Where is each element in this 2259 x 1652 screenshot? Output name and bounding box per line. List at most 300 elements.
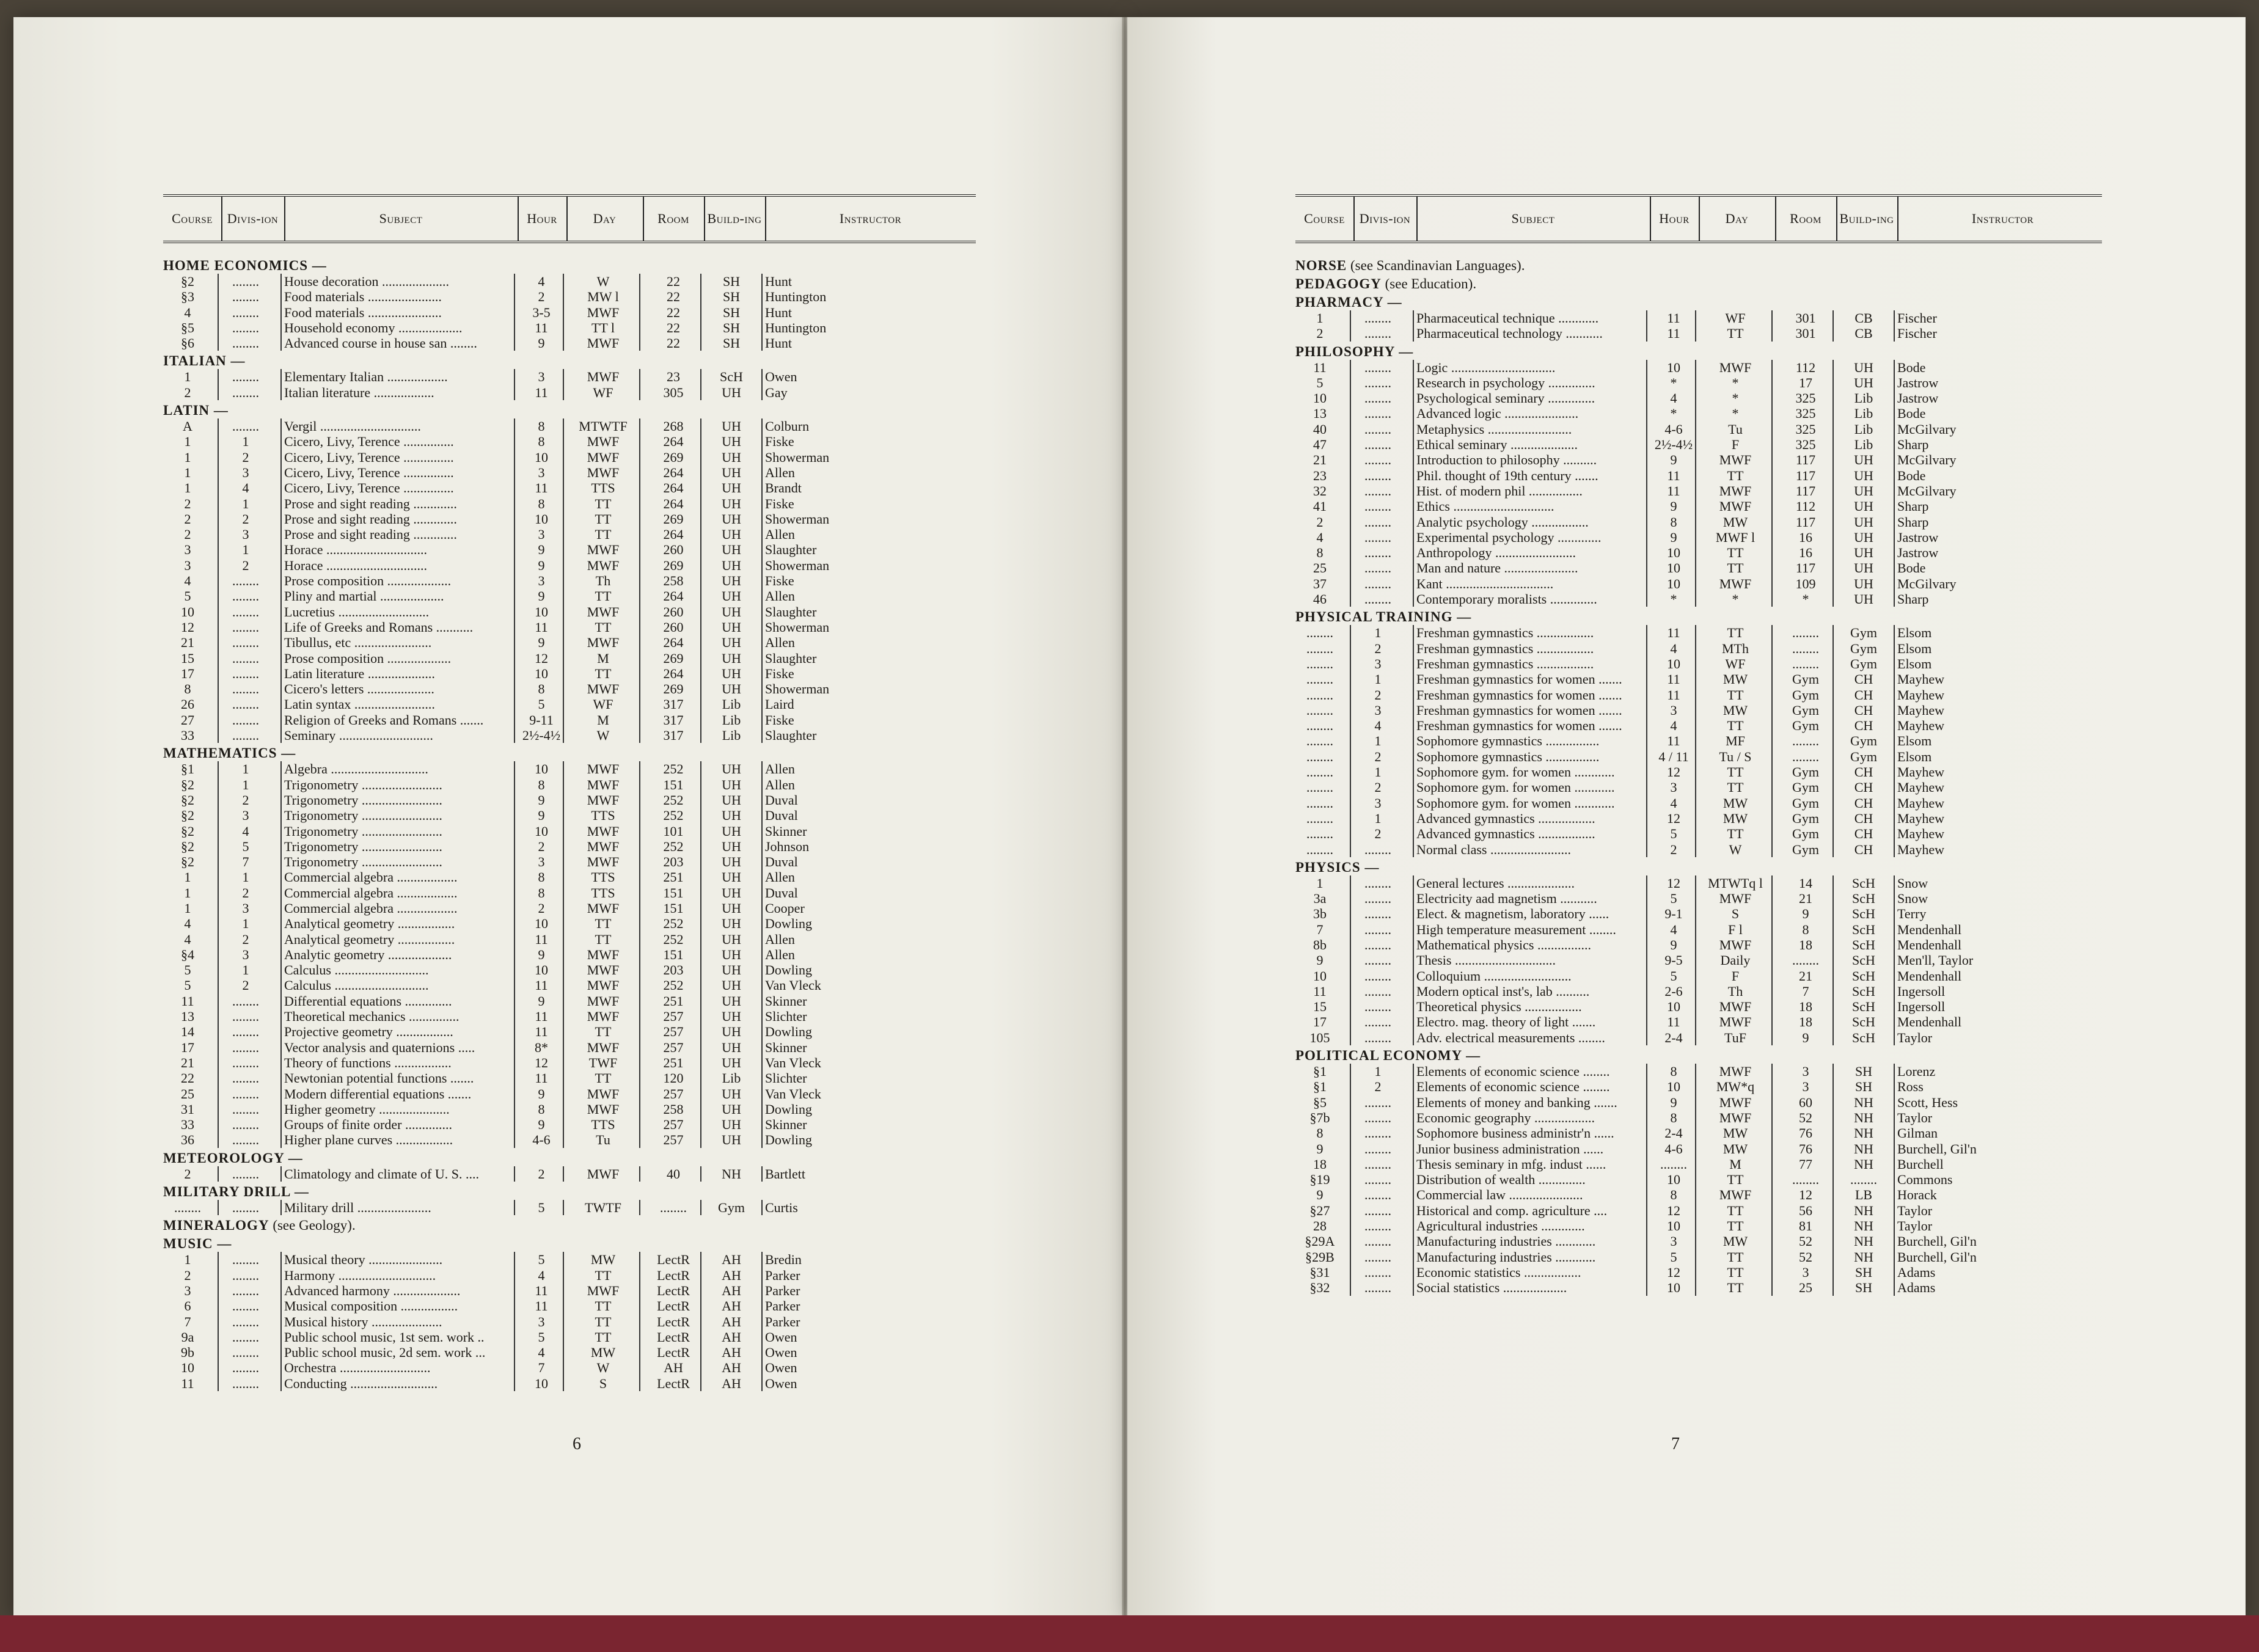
- cell-subject: Calculus ............................: [284, 962, 429, 978]
- cell-room: 252: [663, 808, 684, 824]
- column-rule: [1894, 1014, 1895, 1029]
- cell-hour: 3: [538, 854, 545, 870]
- cell-room: 56: [1799, 1202, 1812, 1218]
- cell-division: 1: [242, 869, 249, 885]
- cell-instructor: Mayhew: [1897, 764, 1944, 780]
- column-rule: [761, 1268, 763, 1283]
- column-rule: [1350, 1030, 1351, 1045]
- cell-day: MWF: [587, 838, 620, 854]
- column-rule: [1894, 826, 1895, 841]
- cell-subject: Musical composition .................: [284, 1298, 458, 1314]
- cell-instructor: Mendenhall: [1897, 1014, 1962, 1030]
- cell-room: Gym: [1792, 841, 1819, 857]
- cell-division: 3: [242, 808, 249, 824]
- cell-hour: 10: [535, 449, 548, 465]
- cell-room: 109: [1795, 576, 1816, 591]
- cell-course: 37: [1313, 576, 1327, 591]
- cell-hour: 11: [1667, 483, 1680, 499]
- cell-course: 13: [1313, 406, 1327, 422]
- cell-instructor: Owen: [765, 1329, 797, 1345]
- column-rule: [1350, 795, 1351, 811]
- column-rule: [280, 465, 282, 480]
- cell-subject: Contemporary moralists ..............: [1416, 591, 1597, 607]
- cell-day: TT: [1727, 718, 1744, 734]
- cell-subject: Sophomore gymnastics ................: [1416, 748, 1600, 764]
- column-rule: [1413, 764, 1414, 780]
- column-rule: [1894, 641, 1895, 656]
- cell-day: MWF: [587, 304, 620, 320]
- column-rule: [1413, 718, 1414, 733]
- column-rule: [761, 1298, 763, 1314]
- cell-building: SH: [722, 274, 741, 289]
- cell-subject: Food materials ......................: [284, 289, 442, 305]
- cell-building: SH: [722, 335, 741, 351]
- cell-course: 1: [184, 1252, 191, 1268]
- cell-division: ........: [1364, 560, 1391, 576]
- column-rule: [218, 1376, 219, 1391]
- cell-instructor: Hunt: [765, 304, 792, 320]
- column-rule: [218, 1086, 219, 1102]
- table-row: [1295, 1064, 2102, 1079]
- cell-subject: Trigonometry ........................: [284, 838, 442, 854]
- cell-course: 46: [1313, 591, 1327, 607]
- cell-building: ScH: [1852, 906, 1875, 922]
- cell-instructor: Burchell, Gil'n: [1897, 1141, 1977, 1157]
- cell-room: Gym: [1792, 687, 1819, 703]
- column-rule: [761, 434, 763, 449]
- cell-instructor: Parker: [765, 1314, 800, 1329]
- cell-division: ........: [232, 712, 259, 728]
- cell-room: ........: [1792, 733, 1819, 749]
- column-rule: [1350, 545, 1351, 560]
- cell-hour: 4: [1670, 640, 1677, 656]
- cell-hour: 9: [538, 335, 545, 351]
- cell-division: 2: [242, 449, 249, 465]
- column-rule: [1413, 360, 1414, 375]
- column-rule: [1894, 703, 1895, 718]
- cell-instructor: Bode: [1897, 560, 1926, 576]
- table-row: [1295, 1280, 2102, 1295]
- cell-division: ........: [232, 1252, 259, 1268]
- column-rule: [1413, 1064, 1414, 1079]
- cell-room: 52: [1799, 1249, 1812, 1265]
- column-rule: [1894, 1249, 1895, 1265]
- cell-subject: Metaphysics .........................: [1416, 421, 1572, 437]
- cell-room: 269: [663, 557, 684, 573]
- column-rule: [280, 792, 282, 808]
- cell-hour: ........: [1660, 1156, 1687, 1172]
- cell-instructor: Cooper: [765, 900, 805, 916]
- column-rule: [1413, 749, 1414, 764]
- cell-day: MWF: [1719, 1014, 1752, 1030]
- cell-day: TT: [1727, 1249, 1744, 1265]
- cell-building: UH: [722, 916, 741, 932]
- cell-day: W: [596, 1360, 610, 1376]
- cell-day: MWF: [587, 823, 620, 839]
- column-rule: [1894, 530, 1895, 545]
- column-rule: [280, 1345, 282, 1360]
- table-row: [163, 1166, 976, 1182]
- column-rule: [218, 932, 219, 947]
- cell-subject: Modern differential equations .......: [284, 1086, 472, 1102]
- cell-building: UH: [1854, 359, 1873, 375]
- cell-subject: Freshman gymnastics for women .......: [1416, 671, 1622, 687]
- cell-instructor: Hunt: [765, 274, 792, 289]
- table-row: [163, 761, 976, 777]
- cell-room: 40: [667, 1166, 680, 1182]
- right-page-number: 7: [1671, 1435, 1680, 1453]
- cell-hour: 2-6: [1664, 983, 1683, 999]
- column-rule: [218, 681, 219, 696]
- table-row: [1295, 764, 2102, 780]
- column-rule: [280, 369, 282, 384]
- cell-subject: Electricity aad magnetism ...........: [1416, 891, 1597, 907]
- cell-room: 258: [663, 1101, 684, 1117]
- cell-course: ........: [1306, 748, 1333, 764]
- cell-division: ........: [232, 1086, 259, 1102]
- cell-building: ScH: [1852, 952, 1875, 968]
- cell-course: 9: [1316, 952, 1324, 968]
- cell-room: ........: [1792, 640, 1819, 656]
- cell-room: 3: [1802, 1064, 1809, 1080]
- cell-hour: 8: [1670, 1187, 1677, 1203]
- column-rule: [761, 962, 763, 978]
- cell-day: MW: [1723, 795, 1748, 811]
- column-rule: [1350, 422, 1351, 437]
- column-rule: [218, 901, 219, 916]
- cell-subject: Hist. of modern phil ................: [1416, 483, 1583, 499]
- column-rule: [1894, 795, 1895, 811]
- column-rule: [280, 777, 282, 792]
- cell-hour: *: [1670, 406, 1677, 422]
- cell-room: 252: [663, 931, 684, 947]
- cell-room: LectR: [657, 1314, 690, 1329]
- column-rule: [218, 1314, 219, 1329]
- cell-hour: 4: [538, 274, 545, 289]
- cell-hour: 4-6: [532, 1132, 551, 1148]
- cell-instructor: Bode: [1897, 467, 1926, 483]
- cell-hour: 3: [1670, 1234, 1677, 1249]
- cell-day: TT: [595, 511, 612, 527]
- column-rule: [218, 465, 219, 480]
- cell-room: 60: [1799, 1094, 1812, 1110]
- cell-division: ........: [232, 619, 259, 635]
- cell-instructor: Dowling: [765, 1101, 812, 1117]
- cell-building: SH: [1854, 1264, 1873, 1280]
- cell-building: UH: [722, 885, 741, 901]
- cell-room: 251: [663, 869, 684, 885]
- column-rule: [1894, 875, 1895, 891]
- left-header-hour: Hour: [518, 197, 568, 241]
- section-title: PHILOSOPHY —: [1295, 343, 1414, 359]
- cell-building: UH: [722, 900, 741, 916]
- cell-course: 4: [184, 916, 191, 932]
- column-rule: [218, 1360, 219, 1375]
- cell-instructor: Slaughter: [765, 728, 817, 744]
- column-rule: [761, 320, 763, 335]
- cell-building: NH: [1854, 1218, 1873, 1234]
- cell-course: 23: [1313, 467, 1327, 483]
- cell-hour: 9-5: [1664, 952, 1683, 968]
- cell-room: ........: [1792, 748, 1819, 764]
- cell-hour: 9: [538, 635, 545, 651]
- cell-course: 31: [181, 1101, 194, 1117]
- column-rule: [280, 1298, 282, 1314]
- cell-day: MW*q: [1716, 1079, 1755, 1095]
- column-rule: [1350, 1172, 1351, 1187]
- table-row: [163, 418, 976, 434]
- column-rule: [1894, 891, 1895, 906]
- cell-course: 1: [184, 369, 191, 385]
- column-rule: [1413, 875, 1414, 891]
- cell-hour: 11: [1667, 625, 1680, 641]
- column-rule: [1894, 468, 1895, 483]
- column-rule: [761, 1166, 763, 1182]
- cell-day: TT: [1727, 560, 1744, 576]
- column-rule: [280, 320, 282, 335]
- cell-division: 1: [1374, 625, 1382, 641]
- column-rule: [218, 620, 219, 635]
- column-rule: [1413, 1265, 1414, 1280]
- cell-division: 3: [1374, 795, 1382, 811]
- column-rule: [280, 385, 282, 400]
- cell-hour: 11: [535, 384, 548, 400]
- column-rule: [1350, 1141, 1351, 1157]
- cell-hour: 11: [535, 931, 548, 947]
- cell-room: Gym: [1792, 702, 1819, 718]
- left-header-subject: Subject: [284, 197, 519, 241]
- cell-instructor: Bode: [1897, 406, 1926, 422]
- cell-hour: 9: [1670, 452, 1677, 468]
- table-row: [1295, 937, 2102, 952]
- cell-instructor: Allen: [765, 931, 795, 947]
- column-rule: [218, 696, 219, 712]
- cell-hour: 10: [535, 511, 548, 527]
- cell-building: Lib: [722, 696, 741, 712]
- column-rule: [280, 1376, 282, 1391]
- cell-day: MWF: [1719, 1064, 1752, 1080]
- cell-building: UH: [722, 993, 741, 1009]
- table-row: [1295, 984, 2102, 999]
- cell-subject: Analytical geometry .................: [284, 931, 455, 947]
- column-rule: [761, 511, 763, 527]
- cell-room: 3: [1802, 1264, 1809, 1280]
- cell-division: ........: [1364, 406, 1391, 422]
- cell-division: 1: [242, 495, 249, 511]
- cell-hour: 11: [1667, 733, 1680, 749]
- cell-day: MWF: [587, 1039, 620, 1055]
- cell-room: 264: [663, 588, 684, 604]
- cell-room: 117: [1795, 483, 1816, 499]
- cell-division: ........: [232, 728, 259, 744]
- cell-building: UH: [722, 635, 741, 651]
- cell-division: ........: [1364, 1218, 1391, 1234]
- cell-day: MWF: [1719, 999, 1752, 1015]
- cell-instructor: Allen: [765, 588, 795, 604]
- table-row: [163, 1055, 976, 1070]
- cell-building: UH: [1854, 545, 1873, 561]
- cell-building: UH: [722, 1132, 741, 1148]
- cell-day: *: [1732, 375, 1739, 390]
- column-rule: [218, 666, 219, 681]
- cell-room: 77: [1799, 1156, 1812, 1172]
- cell-room: 21: [1799, 968, 1812, 984]
- cell-instructor: Fiske: [765, 573, 794, 589]
- column-rule: [1350, 842, 1351, 857]
- cell-day: TTS: [591, 480, 615, 496]
- cell-building: ........: [1850, 1172, 1877, 1188]
- cell-subject: Horace ..............................: [284, 542, 428, 558]
- cell-day: *: [1732, 390, 1739, 406]
- column-rule: [218, 1102, 219, 1117]
- column-rule: [1350, 999, 1351, 1014]
- cell-hour: 12: [1667, 1264, 1680, 1280]
- cell-instructor: Taylor: [1897, 1109, 1933, 1125]
- column-rule: [1350, 591, 1351, 607]
- cell-day: MTWTF: [579, 418, 628, 434]
- left-section-heading: [163, 1215, 976, 1234]
- cell-room: 260: [663, 542, 684, 558]
- section-title: PHYSICAL TRAINING —: [1295, 609, 1472, 625]
- cell-course: 2: [184, 1267, 191, 1283]
- cell-room: Gym: [1792, 671, 1819, 687]
- cell-course: 1: [184, 900, 191, 916]
- cell-building: UH: [722, 869, 741, 885]
- column-rule: [761, 1376, 763, 1391]
- cell-building: NH: [1854, 1141, 1873, 1157]
- cell-building: ScH: [1852, 983, 1875, 999]
- cell-building: ScH: [1852, 999, 1875, 1015]
- table-row: [1295, 842, 2102, 857]
- cell-building: UH: [1854, 467, 1873, 483]
- cell-division: 2: [242, 792, 249, 808]
- cell-subject: Analytical geometry .................: [284, 916, 455, 932]
- cell-room: 257: [663, 1132, 684, 1148]
- cell-hour: 9: [1670, 937, 1677, 952]
- cell-day: TT: [595, 527, 612, 543]
- cell-building: NH: [1854, 1109, 1873, 1125]
- table-row: [1295, 625, 2102, 640]
- cell-division: ........: [232, 1070, 259, 1086]
- cell-course: 3a: [1313, 891, 1327, 907]
- cell-room: 317: [663, 728, 684, 744]
- cell-day: M: [1729, 1156, 1741, 1172]
- cell-subject: Man and nature ......................: [1416, 560, 1578, 576]
- cell-room: 117: [1795, 560, 1816, 576]
- table-row: [1295, 1095, 2102, 1110]
- column-rule: [1350, 310, 1351, 326]
- cell-day: MWF: [1719, 452, 1752, 468]
- cell-building: AH: [722, 1298, 741, 1314]
- cell-day: WF: [593, 696, 613, 712]
- cell-room: 251: [663, 1054, 684, 1070]
- column-rule: [1413, 625, 1414, 640]
- cell-room: 317: [663, 696, 684, 712]
- column-rule: [761, 1086, 763, 1102]
- cell-subject: Trigonometry ........................: [284, 823, 442, 839]
- cell-building: UH: [722, 838, 741, 854]
- cell-course: 28: [1313, 1218, 1327, 1234]
- cell-day: TT: [1727, 764, 1744, 780]
- cell-division: ........: [1364, 326, 1391, 342]
- column-rule: [1413, 452, 1414, 467]
- cell-room: 325: [1795, 437, 1816, 453]
- cell-day: F: [1731, 968, 1740, 984]
- cell-course: 14: [181, 1024, 194, 1040]
- cell-course: 2: [184, 527, 191, 543]
- cell-building: UH: [722, 480, 741, 496]
- cell-day: WF: [1725, 310, 1746, 326]
- left-section-heading: [163, 1148, 976, 1166]
- cell-division: 2: [1374, 640, 1382, 656]
- column-rule: [1413, 326, 1414, 341]
- table-row: [163, 808, 976, 823]
- cell-course: 1: [1316, 310, 1324, 326]
- cell-instructor: Fiske: [765, 665, 794, 681]
- cell-building: UH: [722, 946, 741, 962]
- cell-room: 264: [663, 665, 684, 681]
- cell-day: TT: [1727, 1280, 1744, 1296]
- column-rule: [761, 274, 763, 289]
- cell-room: 258: [663, 573, 684, 589]
- cell-course: §2: [181, 777, 194, 792]
- cell-subject: Experimental psychology .............: [1416, 529, 1602, 545]
- column-rule: [1894, 811, 1895, 826]
- cell-division: ........: [232, 304, 259, 320]
- column-rule: [761, 1200, 763, 1215]
- table-row: [163, 305, 976, 320]
- cell-day: TT: [595, 1024, 612, 1040]
- column-rule: [1413, 310, 1414, 326]
- cell-course: §2: [181, 274, 194, 289]
- column-rule: [280, 901, 282, 916]
- column-rule: [1413, 422, 1414, 437]
- column-rule: [1350, 968, 1351, 984]
- column-rule: [280, 511, 282, 527]
- cell-subject: Elements of economic science ........: [1416, 1079, 1610, 1095]
- column-rule: [218, 1252, 219, 1267]
- cell-building: NH: [1854, 1249, 1873, 1265]
- column-rule: [1413, 406, 1414, 421]
- table-row: [1295, 999, 2102, 1014]
- cell-hour: 9: [538, 792, 545, 808]
- column-rule: [1894, 687, 1895, 703]
- cell-hour: 5: [538, 1200, 545, 1216]
- column-rule: [1894, 625, 1895, 640]
- cell-hour: 9: [538, 946, 545, 962]
- cell-building: UH: [722, 1117, 741, 1133]
- cell-building: UH: [722, 978, 741, 993]
- table-row: [1295, 1218, 2102, 1234]
- cell-division: 2: [242, 978, 249, 993]
- column-rule: [218, 573, 219, 588]
- cell-building: UH: [722, 665, 741, 681]
- column-rule: [280, 289, 282, 304]
- column-rule: [1894, 671, 1895, 687]
- cell-course: 9a: [181, 1329, 194, 1345]
- cell-building: UH: [722, 931, 741, 947]
- cell-day: MWF: [587, 962, 620, 978]
- cell-subject: Advanced harmony ....................: [284, 1282, 461, 1298]
- cell-day: MTWTq l: [1708, 875, 1763, 891]
- cell-day: MW: [1723, 1234, 1748, 1249]
- table-row: [1295, 656, 2102, 671]
- cell-room: 22: [667, 289, 680, 305]
- cell-course: 47: [1313, 437, 1327, 453]
- cell-instructor: Commons: [1897, 1172, 1953, 1188]
- column-rule: [1350, 360, 1351, 375]
- column-rule: [1413, 499, 1414, 514]
